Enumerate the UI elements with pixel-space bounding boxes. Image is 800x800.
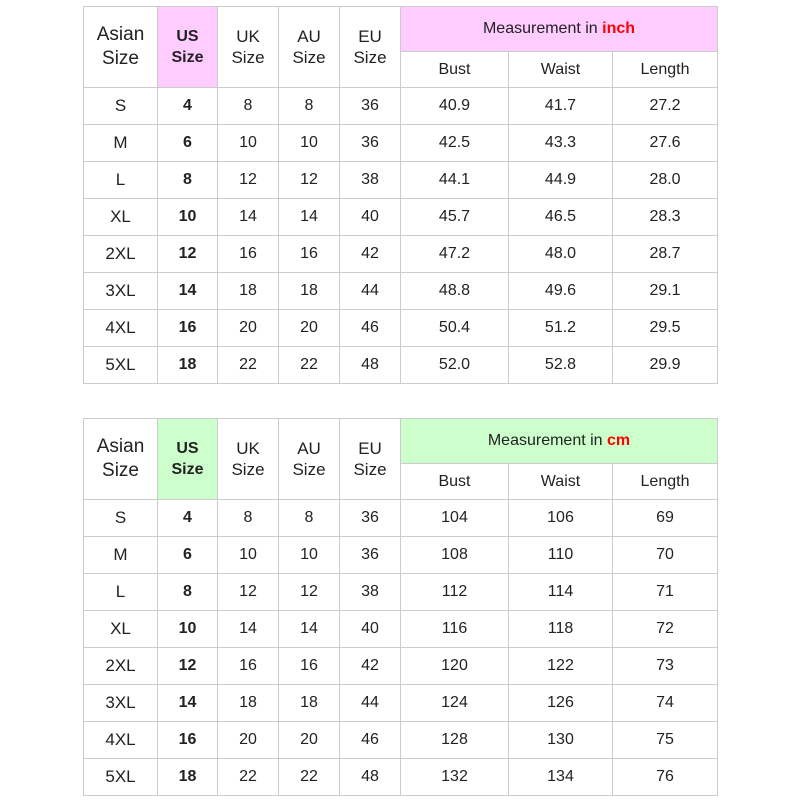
table-row — [84, 759, 718, 796]
cell-length: 28.0 — [613, 162, 718, 199]
cell-bust: 42.5 — [401, 125, 509, 162]
cell-asian-size: M — [84, 537, 158, 574]
cell-eu-size: 44 — [340, 685, 401, 722]
header-measurement-cm — [401, 419, 718, 464]
header-us-line2: Size — [171, 49, 204, 66]
header-uk-line1: UK — [236, 27, 260, 46]
table-row — [84, 199, 718, 236]
header-length: Length — [613, 464, 718, 500]
cell-waist: 48.0 — [509, 236, 613, 273]
cell-us-size: 10 — [158, 611, 218, 648]
header-eu-line1: EU — [358, 439, 382, 458]
cell-us-size: 14 — [158, 685, 218, 722]
header-au-size — [279, 419, 340, 500]
cell-eu-size: 46 — [340, 310, 401, 347]
header-bust: Bust — [401, 52, 509, 88]
cell-au-size: 22 — [279, 347, 340, 384]
cell-uk-size: 18 — [218, 685, 279, 722]
cell-asian-size: L — [84, 162, 158, 199]
table-row — [84, 236, 718, 273]
cell-length: 71 — [613, 574, 718, 611]
header-us-size — [158, 419, 218, 500]
header-au-line1: AU — [297, 439, 321, 458]
cell-bust: 47.2 — [401, 236, 509, 273]
measurement-unit: inch — [602, 20, 636, 37]
cell-eu-size: 40 — [340, 611, 401, 648]
cell-eu-size: 42 — [340, 648, 401, 685]
size-chart-inch-table — [83, 6, 718, 384]
cell-us-size: 6 — [158, 125, 218, 162]
cell-asian-size: 2XL — [84, 648, 158, 685]
table-row — [84, 574, 718, 611]
header-au-size — [279, 7, 340, 88]
cell-bust: 52.0 — [401, 347, 509, 384]
cell-us-size: 12 — [158, 648, 218, 685]
cell-waist: 43.3 — [509, 125, 613, 162]
cell-bust: 124 — [401, 685, 509, 722]
cell-length: 76 — [613, 759, 718, 796]
table-row — [84, 310, 718, 347]
table-header — [84, 419, 718, 500]
cell-waist: 46.5 — [509, 199, 613, 236]
header-waist: Waist — [509, 464, 613, 500]
cell-eu-size: 38 — [340, 574, 401, 611]
table-row — [84, 88, 718, 125]
cell-waist: 49.6 — [509, 273, 613, 310]
cell-asian-size: M — [84, 125, 158, 162]
table-row — [84, 537, 718, 574]
cell-asian-size: 4XL — [84, 310, 158, 347]
cell-eu-size: 40 — [340, 199, 401, 236]
cell-au-size: 8 — [279, 88, 340, 125]
cell-length: 27.2 — [613, 88, 718, 125]
cell-us-size: 8 — [158, 574, 218, 611]
table-row — [84, 162, 718, 199]
header-asian-line1: Asian — [96, 436, 145, 457]
cell-eu-size: 46 — [340, 722, 401, 759]
header-us-size — [158, 7, 218, 88]
header-uk-line1: UK — [236, 439, 260, 458]
cell-uk-size: 20 — [218, 310, 279, 347]
cell-bust: 40.9 — [401, 88, 509, 125]
cell-us-size: 16 — [158, 310, 218, 347]
table-body — [84, 500, 718, 796]
cell-length: 29.5 — [613, 310, 718, 347]
cell-length: 72 — [613, 611, 718, 648]
cell-uk-size: 14 — [218, 199, 279, 236]
header-asian-line2: Size — [102, 48, 139, 69]
header-uk-size — [218, 419, 279, 500]
table-row — [84, 611, 718, 648]
cell-au-size: 14 — [279, 199, 340, 236]
cell-eu-size: 36 — [340, 500, 401, 537]
header-uk-line2: Size — [231, 48, 265, 67]
cell-eu-size: 48 — [340, 759, 401, 796]
cell-au-size: 18 — [279, 685, 340, 722]
header-asian-line1: Asian — [96, 24, 145, 45]
header-uk-line2: Size — [231, 460, 265, 479]
cell-asian-size: S — [84, 88, 158, 125]
header-eu-line2: Size — [353, 460, 387, 479]
cell-length: 74 — [613, 685, 718, 722]
header-waist: Waist — [509, 52, 613, 88]
cell-uk-size: 14 — [218, 611, 279, 648]
table-row — [84, 500, 718, 537]
cell-bust: 44.1 — [401, 162, 509, 199]
cell-au-size: 16 — [279, 236, 340, 273]
cell-us-size: 14 — [158, 273, 218, 310]
cell-waist: 110 — [509, 537, 613, 574]
cell-length: 73 — [613, 648, 718, 685]
header-us-line1: US — [176, 28, 199, 45]
cell-asian-size: XL — [84, 611, 158, 648]
cell-eu-size: 44 — [340, 273, 401, 310]
cell-length: 28.3 — [613, 199, 718, 236]
cell-asian-size: S — [84, 500, 158, 537]
cell-bust: 128 — [401, 722, 509, 759]
cell-uk-size: 22 — [218, 759, 279, 796]
header-us-line1: US — [176, 440, 199, 457]
cell-uk-size: 18 — [218, 273, 279, 310]
cell-us-size: 18 — [158, 759, 218, 796]
cell-waist: 44.9 — [509, 162, 613, 199]
cell-us-size: 4 — [158, 500, 218, 537]
table-row — [84, 722, 718, 759]
cell-uk-size: 8 — [218, 88, 279, 125]
cell-uk-size: 10 — [218, 537, 279, 574]
header-length: Length — [613, 52, 718, 88]
cell-au-size: 10 — [279, 537, 340, 574]
header-asian-size — [84, 419, 158, 500]
cell-au-size: 12 — [279, 574, 340, 611]
cell-uk-size: 16 — [218, 648, 279, 685]
table-header — [84, 7, 718, 88]
table-row — [84, 273, 718, 310]
cell-uk-size: 22 — [218, 347, 279, 384]
cell-waist: 118 — [509, 611, 613, 648]
cell-uk-size: 12 — [218, 162, 279, 199]
cell-length: 29.9 — [613, 347, 718, 384]
cell-length: 75 — [613, 722, 718, 759]
header-uk-size — [218, 7, 279, 88]
cell-asian-size: 3XL — [84, 273, 158, 310]
cell-bust: 132 — [401, 759, 509, 796]
cell-eu-size: 36 — [340, 125, 401, 162]
cell-waist: 122 — [509, 648, 613, 685]
cell-uk-size: 12 — [218, 574, 279, 611]
size-chart-cm-table — [83, 418, 718, 796]
cell-us-size: 4 — [158, 88, 218, 125]
measurement-label: Measurement in — [482, 20, 603, 37]
cell-uk-size: 10 — [218, 125, 279, 162]
table-row — [84, 648, 718, 685]
header-measurement-inch — [401, 7, 718, 52]
cell-bust: 104 — [401, 500, 509, 537]
header-us-line2: Size — [171, 461, 204, 478]
cell-bust: 45.7 — [401, 199, 509, 236]
cell-us-size: 8 — [158, 162, 218, 199]
cell-au-size: 12 — [279, 162, 340, 199]
cell-uk-size: 8 — [218, 500, 279, 537]
cell-bust: 116 — [401, 611, 509, 648]
cell-au-size: 10 — [279, 125, 340, 162]
cell-au-size: 22 — [279, 759, 340, 796]
header-au-line1: AU — [297, 27, 321, 46]
cell-asian-size: L — [84, 574, 158, 611]
table-row — [84, 347, 718, 384]
header-eu-size — [340, 419, 401, 500]
cell-waist: 134 — [509, 759, 613, 796]
cell-eu-size: 38 — [340, 162, 401, 199]
header-eu-line1: EU — [358, 27, 382, 46]
cell-waist: 41.7 — [509, 88, 613, 125]
header-row-top — [84, 419, 718, 464]
header-au-line2: Size — [292, 48, 326, 67]
cell-bust: 120 — [401, 648, 509, 685]
table-row — [84, 125, 718, 162]
header-asian-size — [84, 7, 158, 88]
cell-waist: 52.8 — [509, 347, 613, 384]
header-row-top — [84, 7, 718, 52]
cell-waist: 106 — [509, 500, 613, 537]
cell-uk-size: 20 — [218, 722, 279, 759]
cell-bust: 108 — [401, 537, 509, 574]
header-au-line2: Size — [292, 460, 326, 479]
measurement-unit: cm — [607, 432, 631, 449]
measurement-label: Measurement in — [487, 432, 608, 449]
cell-length: 27.6 — [613, 125, 718, 162]
cell-asian-size: 5XL — [84, 759, 158, 796]
cell-eu-size: 36 — [340, 537, 401, 574]
cell-au-size: 8 — [279, 500, 340, 537]
cell-us-size: 12 — [158, 236, 218, 273]
cell-eu-size: 42 — [340, 236, 401, 273]
cell-eu-size: 48 — [340, 347, 401, 384]
cell-length: 69 — [613, 500, 718, 537]
cell-us-size: 6 — [158, 537, 218, 574]
cell-bust: 50.4 — [401, 310, 509, 347]
cell-us-size: 10 — [158, 199, 218, 236]
header-eu-line2: Size — [353, 48, 387, 67]
cell-au-size: 14 — [279, 611, 340, 648]
cell-length: 28.7 — [613, 236, 718, 273]
cell-waist: 130 — [509, 722, 613, 759]
cell-bust: 48.8 — [401, 273, 509, 310]
cell-bust: 112 — [401, 574, 509, 611]
cell-asian-size: XL — [84, 199, 158, 236]
table-row — [84, 685, 718, 722]
cell-waist: 126 — [509, 685, 613, 722]
cell-au-size: 18 — [279, 273, 340, 310]
cell-asian-size: 4XL — [84, 722, 158, 759]
cell-au-size: 20 — [279, 310, 340, 347]
cell-au-size: 16 — [279, 648, 340, 685]
cell-eu-size: 36 — [340, 88, 401, 125]
cell-waist: 51.2 — [509, 310, 613, 347]
header-bust: Bust — [401, 464, 509, 500]
cell-length: 70 — [613, 537, 718, 574]
cell-us-size: 16 — [158, 722, 218, 759]
cell-uk-size: 16 — [218, 236, 279, 273]
cell-asian-size: 3XL — [84, 685, 158, 722]
header-eu-size — [340, 7, 401, 88]
cell-length: 29.1 — [613, 273, 718, 310]
cell-au-size: 20 — [279, 722, 340, 759]
header-asian-line2: Size — [102, 460, 139, 481]
table-body — [84, 88, 718, 384]
cell-asian-size: 2XL — [84, 236, 158, 273]
cell-asian-size: 5XL — [84, 347, 158, 384]
cell-waist: 114 — [509, 574, 613, 611]
cell-us-size: 18 — [158, 347, 218, 384]
